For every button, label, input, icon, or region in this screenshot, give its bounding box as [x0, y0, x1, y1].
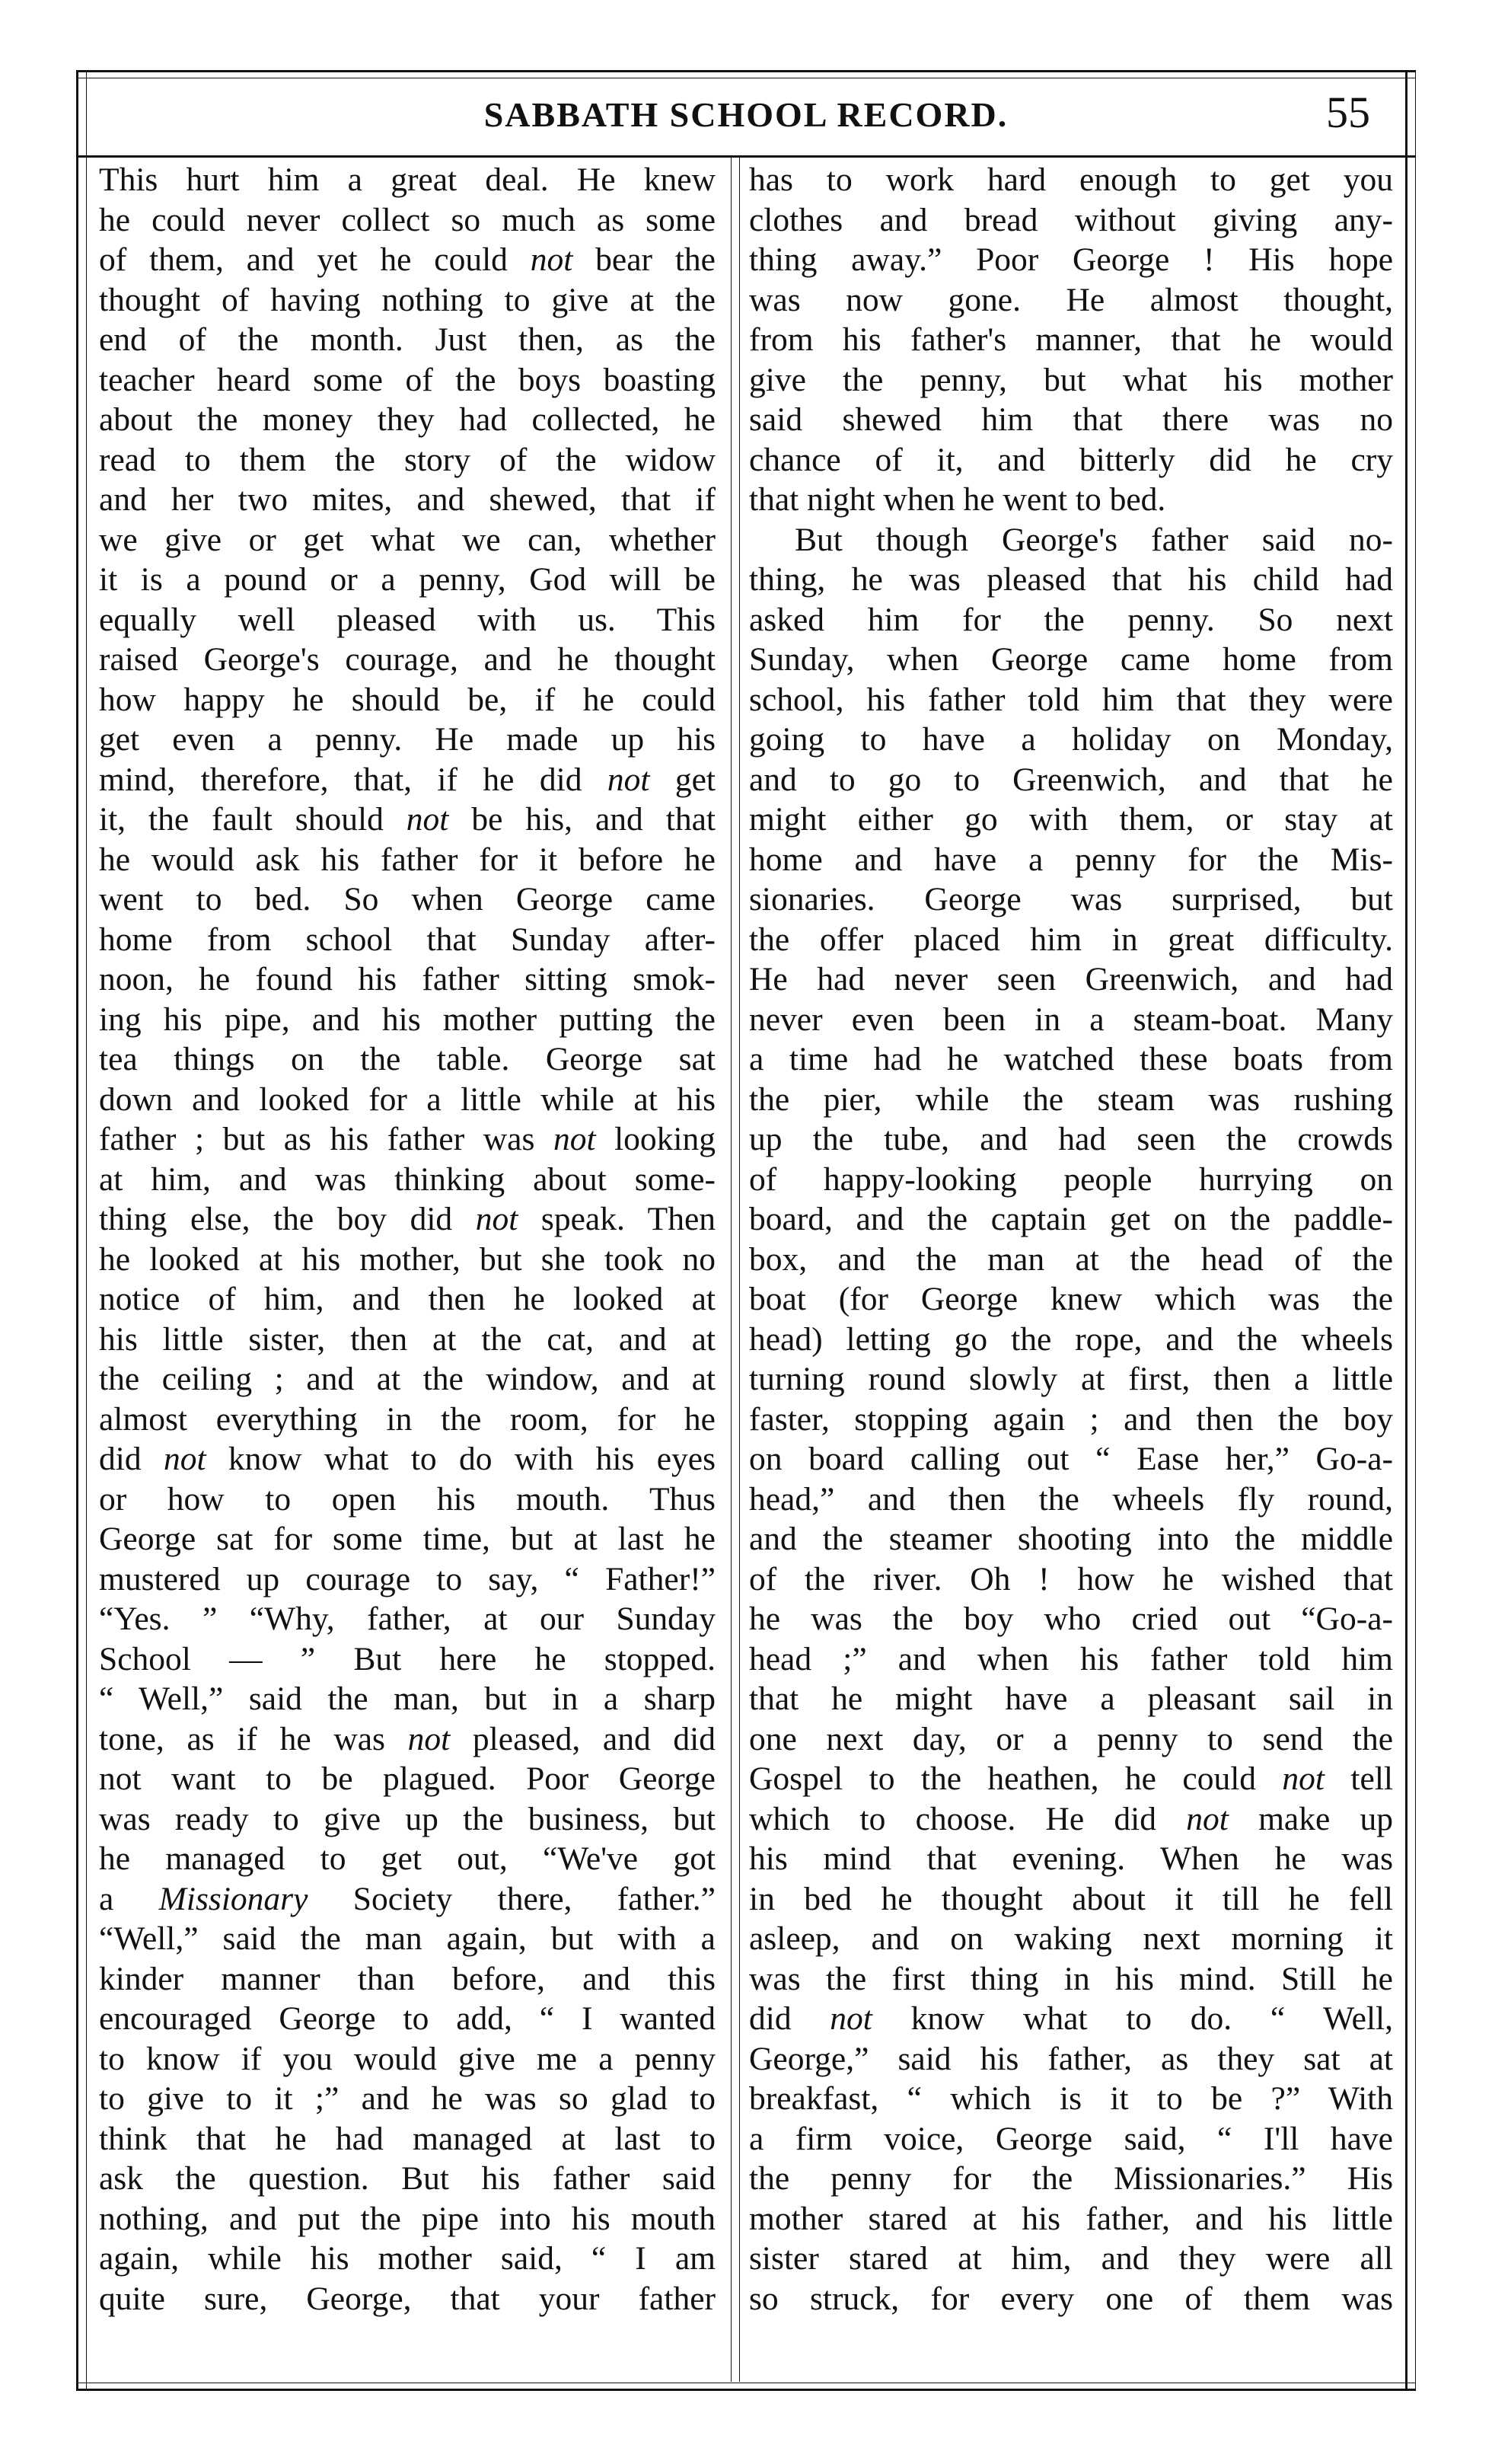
text-line: he would ask his father for it before he [99, 841, 716, 878]
text-line: did not know what to do with his eyes [99, 1441, 716, 1477]
text-line: thing away.” Poor George ! His hope [749, 241, 1393, 278]
text-line: noon, he found his father sitting smok- [99, 961, 716, 997]
text-line: George sat for some time, but at last he [99, 1521, 716, 1557]
text-line: home from school that Sunday after- [99, 921, 716, 958]
text-line: home and have a penny for the Mis- [749, 841, 1393, 878]
text-line: tone, as if he was not pleased, and did [99, 1720, 716, 1757]
text-line: down and looked for a little while at his [99, 1080, 716, 1118]
text-line: from his father's manner, that he would [749, 321, 1393, 358]
text-line: But though George's father said no- [795, 521, 1393, 558]
text-line: School — ” But here he stopped. [99, 1640, 716, 1677]
text-line: school, his father told him that they were [749, 681, 1393, 718]
text-line: in bed he thought about it till he fell [749, 1880, 1393, 1917]
text-line: chance of it, and bitterly did he cry [749, 441, 1393, 478]
text-line: sionaries. George was surprised, but [749, 881, 1393, 918]
text-line: notice of him, and then he looked at [99, 1281, 716, 1317]
text-line: quite sure, George, that your father [99, 2280, 716, 2317]
text-line: and to go to Greenwich, and that he [749, 761, 1393, 798]
text-line: and the steamer shooting into the middle [749, 1521, 1393, 1557]
text-line: went to bed. So when George came [99, 881, 716, 918]
text-line: asleep, and on waking next morning it [749, 1920, 1393, 1957]
right-column [749, 160, 1393, 2319]
text-line: might either go with them, or stay at [749, 801, 1393, 838]
text-line: which to choose. He did not make up [749, 1800, 1393, 1837]
text-line: that night when he went to bed. [749, 481, 1166, 518]
text-line: equally well pleased with us. This [99, 601, 716, 638]
text-line: and her two mites, and shewed, that if [99, 481, 716, 518]
text-line: his little sister, then at the cat, and at [99, 1320, 716, 1358]
text-line: so struck, for every one of them was [749, 2280, 1393, 2317]
text-line: the pier, while the steam was rushing [749, 1080, 1393, 1118]
top-rule [76, 70, 1416, 72]
text-line: again, while his mother said, “ I am [99, 2240, 716, 2277]
text-line: to give to it ;” and he was so glad to [99, 2080, 716, 2117]
text-line: board, and the captain get on the paddle- [749, 1201, 1393, 1237]
running-title: SABBATH SCHOOL RECORD. [483, 95, 1009, 134]
text-line: how happy he should be, if he could [99, 681, 716, 718]
text-line: faster, stopping again ; and then the boy [749, 1400, 1393, 1438]
text-line: ing his pipe, and his mother putting the [99, 1001, 716, 1038]
text-line: was ready to give up the business, but [99, 1800, 716, 1837]
text-line: his mind that evening. When he was [749, 1840, 1393, 1877]
text-line: he managed to get out, “We've got [99, 1840, 716, 1877]
text-line: tea things on the table. George sat [99, 1041, 716, 1077]
header-rule [76, 155, 1416, 158]
text-line: on board calling out “ Ease her,” Go-a- [749, 1441, 1393, 1477]
text-line: “Well,” said the man again, but with a [99, 1920, 716, 1957]
text-line: head ;” and when his father told him [749, 1640, 1393, 1677]
text-line: head) letting go the rope, and the wheels [749, 1320, 1393, 1358]
text-line: He had never seen Greenwich, and had [749, 961, 1393, 997]
text-line: a Missionary Society there, father.” [99, 1880, 716, 1917]
text-line: think that he had managed at last to [99, 2120, 716, 2157]
text-line: he was the boy who cried out “Go-a- [749, 1601, 1393, 1637]
page-number: 55 [1326, 88, 1370, 137]
text-line: George,” said his father, as they sat at [749, 2040, 1393, 2077]
text-line: did not know what to do. “ Well, [749, 2000, 1393, 2037]
text-line: breakfast, “ which is it to be ?” With [749, 2080, 1393, 2117]
text-line: get even a penny. He made up his [99, 721, 716, 758]
text-line: “Yes. ” “Why, father, at our Sunday [99, 1601, 716, 1637]
text-line: of happy-looking people hurrying on [749, 1160, 1393, 1198]
text-line: Sunday, when George came home from [749, 641, 1393, 678]
text-line: box, and the man at the head of the [749, 1240, 1393, 1278]
text-line: of the river. Oh ! how he wished that [749, 1560, 1393, 1597]
text-line: thing, he was pleased that his child had [749, 561, 1393, 598]
right-border [1405, 70, 1416, 2391]
text-line: sister stared at him, and they were all [749, 2240, 1393, 2277]
bottom-rule [76, 2389, 1416, 2391]
text-line: going to have a holiday on Monday, [749, 721, 1393, 758]
text-line: thing else, the boy did not speak. Then [99, 1201, 716, 1237]
text-line: kinder manner than before, and this [99, 1960, 716, 1997]
text-line: thought of having nothing to give at the [99, 281, 716, 318]
text-line: was now gone. He almost thought, [749, 281, 1393, 318]
text-line: to know if you would give me a penny [99, 2040, 716, 2077]
text-line: “ Well,” said the man, but in a sharp [99, 1680, 716, 1717]
text-line: mustered up courage to say, “ Father!” [99, 1560, 716, 1597]
text-line: turning round slowly at first, then a little [749, 1361, 1393, 1397]
text-line: This hurt him a great deal. He knew [99, 161, 716, 198]
text-line: raised George's courage, and he thought [99, 641, 716, 678]
text-line: about the money they had collected, he [99, 401, 716, 438]
text-line: read to them the story of the widow [99, 441, 716, 478]
text-line: it, the fault should not be his, and that [99, 801, 716, 838]
text-line: the ceiling ; and at the window, and at [99, 1361, 716, 1397]
text-line: was the first thing in his mind. Still he [749, 1960, 1393, 1997]
running-head [91, 81, 1401, 154]
text-line: teacher heard some of the boys boasting [99, 361, 716, 398]
column-divider [731, 155, 740, 2382]
text-line: one next day, or a penny to send the [749, 1720, 1393, 1757]
text-line: the penny for the Missionaries.” His [749, 2160, 1393, 2197]
text-line: almost everything in the room, for he [99, 1400, 716, 1438]
text-line: that he might have a pleasant sail in [749, 1680, 1393, 1717]
text-line: Gospel to the heathen, he could not tell [749, 1760, 1393, 1797]
text-line: at him, and was thinking about some- [99, 1160, 716, 1198]
text-line: encouraged George to add, “ I wanted [99, 2000, 716, 2037]
text-line: or how to open his mouth. Thus [99, 1480, 716, 1518]
left-border [76, 70, 87, 2391]
text-line: said shewed him that there was no [749, 401, 1393, 438]
text-line: end of the month. Just then, as the [99, 321, 716, 358]
text-line: mother stared at his father, and his little [749, 2200, 1393, 2237]
text-line: has to work hard enough to get you [749, 161, 1393, 198]
text-line: give the penny, but what his mother [749, 361, 1393, 398]
text-line: he could never collect so much as some [99, 201, 716, 238]
text-line: clothes and bread without giving any- [749, 201, 1393, 238]
text-line: never even been in a steam-boat. Many [749, 1001, 1393, 1038]
text-line: up the tube, and had seen the crowds [749, 1121, 1393, 1157]
text-line: a time had he watched these boats from [749, 1041, 1393, 1077]
text-line: asked him for the penny. So next [749, 601, 1393, 638]
text-line: he looked at his mother, but she took no [99, 1240, 716, 1278]
text-line: we give or get what we can, whether [99, 521, 716, 558]
text-line: it is a pound or a penny, God will be [99, 561, 716, 598]
text-line: boat (for George knew which was the [749, 1281, 1393, 1317]
text-line: head,” and then the wheels fly round, [749, 1480, 1393, 1518]
text-line: the offer placed him in great difficulty. [749, 921, 1393, 958]
text-line: a firm voice, George said, “ I'll have [749, 2120, 1393, 2157]
text-line: not want to be plagued. Poor George [99, 1760, 716, 1797]
text-line: ask the question. But his father said [99, 2160, 716, 2197]
page-frame [76, 70, 1416, 2391]
text-line: of them, and yet he could not bear the [99, 241, 716, 278]
text-line: nothing, and put the pipe into his mouth [99, 2200, 716, 2237]
text-line: father ; but as his father was not looking [99, 1121, 716, 1157]
left-column [99, 160, 716, 2319]
text-line: mind, therefore, that, if he did not get [99, 761, 716, 798]
